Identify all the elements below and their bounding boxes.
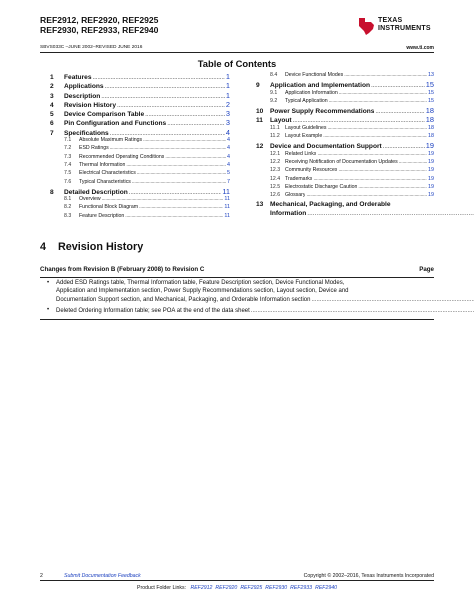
- change-line: Application and Implementation section, Power Supply Recommendations section, Layout section, Device and: [56, 287, 349, 294]
- change-text: [56, 307, 474, 316]
- toc-entry-label: Specifications: [64, 129, 109, 137]
- toc-entry-label: Power Supply Recommendations: [270, 108, 375, 116]
- toc-entry[interactable]: [256, 151, 434, 159]
- product-link[interactable]: REF2912: [190, 585, 213, 591]
- toc-entry-number: 8: [50, 188, 54, 196]
- toc-entry-number: 9.1: [270, 89, 278, 96]
- changes-page-label: Page: [419, 266, 434, 273]
- toc-dot-leader: [145, 111, 225, 118]
- toc-page-link[interactable]: 18: [428, 133, 434, 140]
- toc-entry-label: Layout Guidelines: [285, 124, 327, 131]
- toc-dot-leader: [328, 125, 427, 131]
- change-item: [40, 307, 434, 316]
- toc-entry-number: 1: [50, 74, 54, 81]
- toc-entry-label: Overview: [79, 196, 101, 203]
- toc-entry[interactable]: [50, 72, 230, 81]
- toc-entry[interactable]: [50, 137, 230, 145]
- section-title: Revision History: [58, 241, 144, 253]
- toc-dot-leader: [329, 98, 427, 104]
- toc-page-link[interactable]: 4: [227, 161, 230, 168]
- toc-entry-body: [270, 201, 474, 218]
- toc-entry[interactable]: [256, 184, 434, 192]
- toc-dot-leader: [167, 120, 225, 127]
- toc-dot-leader: [165, 154, 226, 160]
- toc-entry-number: 8.1: [64, 196, 72, 203]
- toc-dot-leader: [102, 196, 224, 202]
- toc-dot-leader: [132, 179, 226, 185]
- toc-dot-leader: [323, 133, 427, 139]
- toc-dot-leader: [129, 189, 222, 196]
- toc-entry-number: 9: [256, 82, 260, 90]
- toc-entry-label: Features: [64, 74, 92, 81]
- logo-line-1: TEXAS: [378, 17, 403, 24]
- toc-entry-label: Pin Configuration and Functions: [64, 120, 167, 128]
- website-link[interactable]: www.ti.com: [406, 45, 434, 51]
- toc-entry[interactable]: [50, 204, 230, 212]
- toc-entry-label: Glossary: [285, 192, 306, 199]
- product-link[interactable]: REF2930: [265, 585, 288, 591]
- texas-shape: [359, 18, 374, 35]
- toc-dot-leader: [110, 145, 226, 151]
- toc-dot-leader: [383, 143, 425, 150]
- toc-page-link[interactable]: 1: [225, 81, 230, 91]
- toc-entry[interactable]: [256, 141, 434, 150]
- toc-entry-number: 7.1: [64, 137, 72, 144]
- copyright: Copyright © 2002–2016, Texas Instruments Incorporated: [303, 573, 434, 579]
- toc-entry[interactable]: [256, 167, 434, 175]
- toc-page-link[interactable]: 2: [225, 99, 230, 109]
- changes-top-rule: [40, 277, 434, 278]
- toc-title: Table of Contents: [197, 58, 277, 69]
- change-dot-leader: [311, 297, 474, 305]
- toc-entry-label: Typical Application: [285, 97, 328, 104]
- toc-dot-leader: [139, 204, 223, 210]
- toc-page-link[interactable]: 15: [428, 97, 434, 104]
- toc-dot-leader: [339, 90, 427, 96]
- feedback-link[interactable]: Submit Documentation Feedback: [64, 573, 141, 579]
- toc-entry-number: 7.6: [64, 178, 72, 185]
- changes-list: [40, 280, 434, 318]
- toc-page-link[interactable]: 19: [428, 150, 434, 157]
- toc-entry-number: 6: [50, 120, 54, 128]
- toc-entry-label: Trademarks: [285, 175, 313, 182]
- toc-entry-13[interactable]: [256, 201, 434, 218]
- toc-entry[interactable]: [256, 176, 434, 184]
- toc-dot-leader: [313, 176, 427, 182]
- toc-page-link[interactable]: 3: [225, 109, 230, 119]
- toc-entry[interactable]: [256, 106, 434, 115]
- toc-dot-leader: [317, 151, 427, 157]
- toc-dot-leader: [105, 83, 225, 90]
- toc-entry-number: 12.3: [270, 167, 281, 174]
- toc-entry-number: 3: [50, 92, 54, 100]
- toc-entry[interactable]: [50, 128, 230, 137]
- toc-entry[interactable]: [256, 192, 434, 200]
- toc-entry-label: Layout Example: [285, 133, 323, 140]
- toc-entry-label: Recommended Operating Conditions: [79, 153, 165, 160]
- toc-right-rows: [256, 72, 434, 200]
- toc-entry-number: 13: [256, 201, 264, 209]
- toc-dot-leader: [399, 159, 427, 165]
- document-title: [40, 16, 158, 35]
- product-link[interactable]: REF2925: [240, 585, 263, 591]
- toc-entry-line2: [270, 209, 474, 218]
- toc-entry[interactable]: [256, 133, 434, 141]
- toc-dot-leader: [110, 130, 225, 137]
- toc-page-link[interactable]: 1: [225, 90, 230, 100]
- toc-entry-label: Feature Description: [79, 212, 125, 219]
- toc-page-link[interactable]: 11: [224, 196, 230, 203]
- toc-entry[interactable]: [256, 72, 434, 80]
- toc-entry[interactable]: [50, 154, 230, 162]
- toc-entry-number: 11: [256, 117, 263, 125]
- toc-entry[interactable]: [256, 159, 434, 167]
- toc-entry-label: Revision History: [64, 101, 117, 109]
- toc-entry[interactable]: [256, 125, 434, 133]
- product-folder-links: [0, 585, 474, 591]
- toc-entry-number: 8.4: [270, 72, 278, 78]
- change-text: [56, 280, 474, 305]
- toc-entry-number: 2: [50, 83, 54, 91]
- product-link[interactable]: REF2940: [315, 585, 337, 591]
- toc-entry[interactable]: [50, 162, 230, 170]
- toc-entry-label: Application Information: [285, 89, 338, 96]
- toc-entry-label: Receiving Notification of Documentation Updates: [285, 158, 398, 165]
- toc-entry-number: 11.2: [270, 133, 280, 140]
- toc-entry-number: 10: [256, 108, 264, 116]
- toc-page-link[interactable]: 19: [428, 167, 434, 174]
- logo-line-2: INSTRUMENTS: [378, 25, 431, 32]
- toc-entry-label: Application and Implementation: [270, 82, 371, 90]
- toc-entry-number: 12.1: [270, 150, 281, 157]
- toc-dot-leader: [338, 167, 427, 173]
- toc-entry-label: ESD Ratings: [79, 145, 109, 152]
- toc-page-link[interactable]: 3: [225, 118, 230, 128]
- toc-entry[interactable]: [50, 213, 230, 221]
- toc-entry-number: 7.2: [64, 145, 72, 152]
- toc-dot-leader: [126, 162, 226, 168]
- changes-bottom-rule: [40, 319, 434, 320]
- toc-entry-number: 12.4: [270, 175, 281, 182]
- change-line: Deleted Ordering Information table; see POA at the end of the data sheet: [56, 307, 250, 314]
- toc-dot-leader: [93, 74, 225, 81]
- toc-page-link[interactable]: 18: [425, 115, 434, 125]
- toc-entry-label: Description: [64, 92, 101, 100]
- section-heading: [40, 241, 143, 253]
- toc-page-link[interactable]: 19: [428, 183, 434, 190]
- toc-entry[interactable]: [50, 145, 230, 153]
- toc-left-column: [50, 72, 230, 221]
- toc-dot-leader: [306, 192, 427, 198]
- change-dot-leader: [251, 308, 474, 316]
- toc-entry-number: 8.3: [64, 212, 72, 219]
- toc-entry-number: 5: [50, 111, 54, 119]
- toc-page-link[interactable]: 11: [224, 212, 230, 219]
- change-last-line: [56, 307, 474, 316]
- change-last-line: [56, 296, 474, 305]
- toc-entry[interactable]: [256, 90, 434, 98]
- toc-entry-label: Typical Characteristics: [79, 178, 131, 185]
- ti-logo: [358, 16, 436, 38]
- toc-entry[interactable]: [50, 170, 230, 178]
- header-divider: [40, 52, 434, 53]
- toc-dot-leader: [117, 102, 225, 109]
- toc-entry-label-line1: Mechanical, Packaging, and Orderable: [270, 201, 391, 209]
- toc-page-link[interactable]: 15: [425, 80, 434, 90]
- toc-entry-label: Functional Block Diagram: [79, 204, 139, 211]
- toc-entry[interactable]: [50, 179, 230, 187]
- toc-entry-label: Device Functional Modes: [285, 72, 344, 78]
- toc-page-link[interactable]: 11: [222, 186, 230, 196]
- toc-page-link[interactable]: 19: [428, 158, 434, 165]
- toc-entry-number: 11.1: [270, 124, 280, 131]
- toc-entry-number: 7.5: [64, 170, 72, 177]
- toc-entry-number: 12.6: [270, 192, 281, 199]
- toc-entry-label: Community Resources: [285, 167, 338, 174]
- toc-entry-label: Thermal Information: [79, 161, 126, 168]
- toc-entry[interactable]: [256, 80, 434, 89]
- toc-entry[interactable]: [50, 196, 230, 204]
- change-item: [40, 280, 434, 305]
- title-line-1: REF2912, REF2920, REF2925: [40, 15, 159, 25]
- toc-entry-number: 7.4: [64, 161, 72, 168]
- page-number: 2: [40, 573, 43, 579]
- toc-entry[interactable]: [50, 91, 230, 100]
- product-link[interactable]: REF2920: [215, 585, 238, 591]
- toc-entry[interactable]: [50, 100, 230, 109]
- toc-entry[interactable]: [50, 118, 230, 127]
- toc-entry-label: Detailed Description: [64, 188, 128, 196]
- toc-entry-label: Electrostatic Discharge Caution: [285, 183, 358, 190]
- toc-right-column: [256, 72, 434, 218]
- toc-dot-leader: [344, 72, 427, 78]
- change-line: Added ESD Ratings table, Thermal Information table, Feature Description section, Device Functional Modes,: [56, 280, 345, 286]
- toc-entry-number: 12.5: [270, 183, 281, 190]
- toc-entry-number: 4: [50, 101, 54, 109]
- logo-wordmark: [378, 17, 431, 33]
- toc-page-link[interactable]: 4: [227, 153, 230, 160]
- toc-entry-label: Applications: [64, 83, 104, 91]
- toc-dot-leader: [375, 108, 424, 115]
- toc-entry-number: 12.2: [270, 158, 281, 165]
- toc-entry-number: 12: [256, 143, 264, 151]
- toc-dot-leader: [137, 170, 226, 176]
- doc-id-date: SBVS033C –JUNE 2002–REVISED JUNE 2016: [40, 45, 143, 50]
- toc-entry-label-line2: Information: [270, 210, 307, 218]
- toc-entry-label: Device and Documentation Support: [270, 143, 382, 151]
- toc-page-link[interactable]: 7: [227, 178, 230, 185]
- toc-page-link[interactable]: 4: [227, 137, 230, 144]
- change-line: Documentation Support section, and Mechanical, Packaging, and Orderable Information section: [56, 296, 311, 303]
- toc-entry[interactable]: [50, 81, 230, 90]
- toc-dot-leader: [307, 210, 474, 218]
- product-links-label: Product Folder Links:: [137, 585, 187, 591]
- toc-page-link[interactable]: 19: [425, 141, 434, 151]
- toc-entry-number: 8.2: [64, 204, 72, 211]
- product-link[interactable]: REF2933: [290, 585, 313, 591]
- toc-page-link[interactable]: 11: [224, 204, 230, 211]
- footer-divider: [40, 580, 434, 581]
- toc-page-link[interactable]: 18: [425, 106, 434, 116]
- toc-entry-label: Related Links: [285, 150, 317, 157]
- toc-page-link[interactable]: 19: [428, 192, 434, 199]
- section-number: 4: [40, 241, 47, 253]
- bullet: •: [46, 306, 50, 313]
- toc-entry-label: Layout: [270, 117, 292, 125]
- toc-page-link[interactable]: 1: [225, 72, 230, 81]
- toc-entry-label: Absolute Maximum Ratings: [79, 137, 143, 144]
- toc-dot-leader: [293, 117, 425, 124]
- toc-entry[interactable]: [256, 98, 434, 106]
- toc-dot-leader: [143, 137, 226, 143]
- toc-entry[interactable]: [256, 115, 434, 124]
- toc-entry[interactable]: [50, 109, 230, 118]
- toc-entry-label: Electrical Characteristics: [79, 170, 136, 177]
- toc-page-link[interactable]: 15: [428, 89, 434, 96]
- toc-entry-label: Device Comparison Table: [64, 111, 145, 119]
- bullet: •: [46, 280, 50, 286]
- toc-entry-number: 9.2: [270, 97, 278, 104]
- title-line-2: REF2930, REF2933, REF2940: [40, 24, 159, 35]
- texas-state-icon: [358, 16, 376, 36]
- toc-dot-leader: [125, 213, 223, 219]
- toc-entry-number: 7: [50, 129, 54, 137]
- toc-page-link[interactable]: 5: [227, 170, 230, 177]
- toc-page-link[interactable]: 4: [227, 145, 230, 152]
- toc-entry[interactable]: [50, 187, 230, 196]
- toc-page-link[interactable]: 4: [225, 127, 230, 137]
- toc-dot-leader: [358, 184, 427, 190]
- changes-title: Changes from Revision B (February 2008) to Revision C: [40, 266, 205, 273]
- toc-dot-leader: [101, 93, 225, 100]
- toc-entry-number: 7.3: [64, 153, 72, 160]
- toc-page-link[interactable]: 19: [428, 175, 434, 182]
- toc-page-link[interactable]: 13: [428, 72, 434, 78]
- toc-page-link[interactable]: 18: [428, 124, 434, 131]
- toc-dot-leader: [371, 82, 425, 89]
